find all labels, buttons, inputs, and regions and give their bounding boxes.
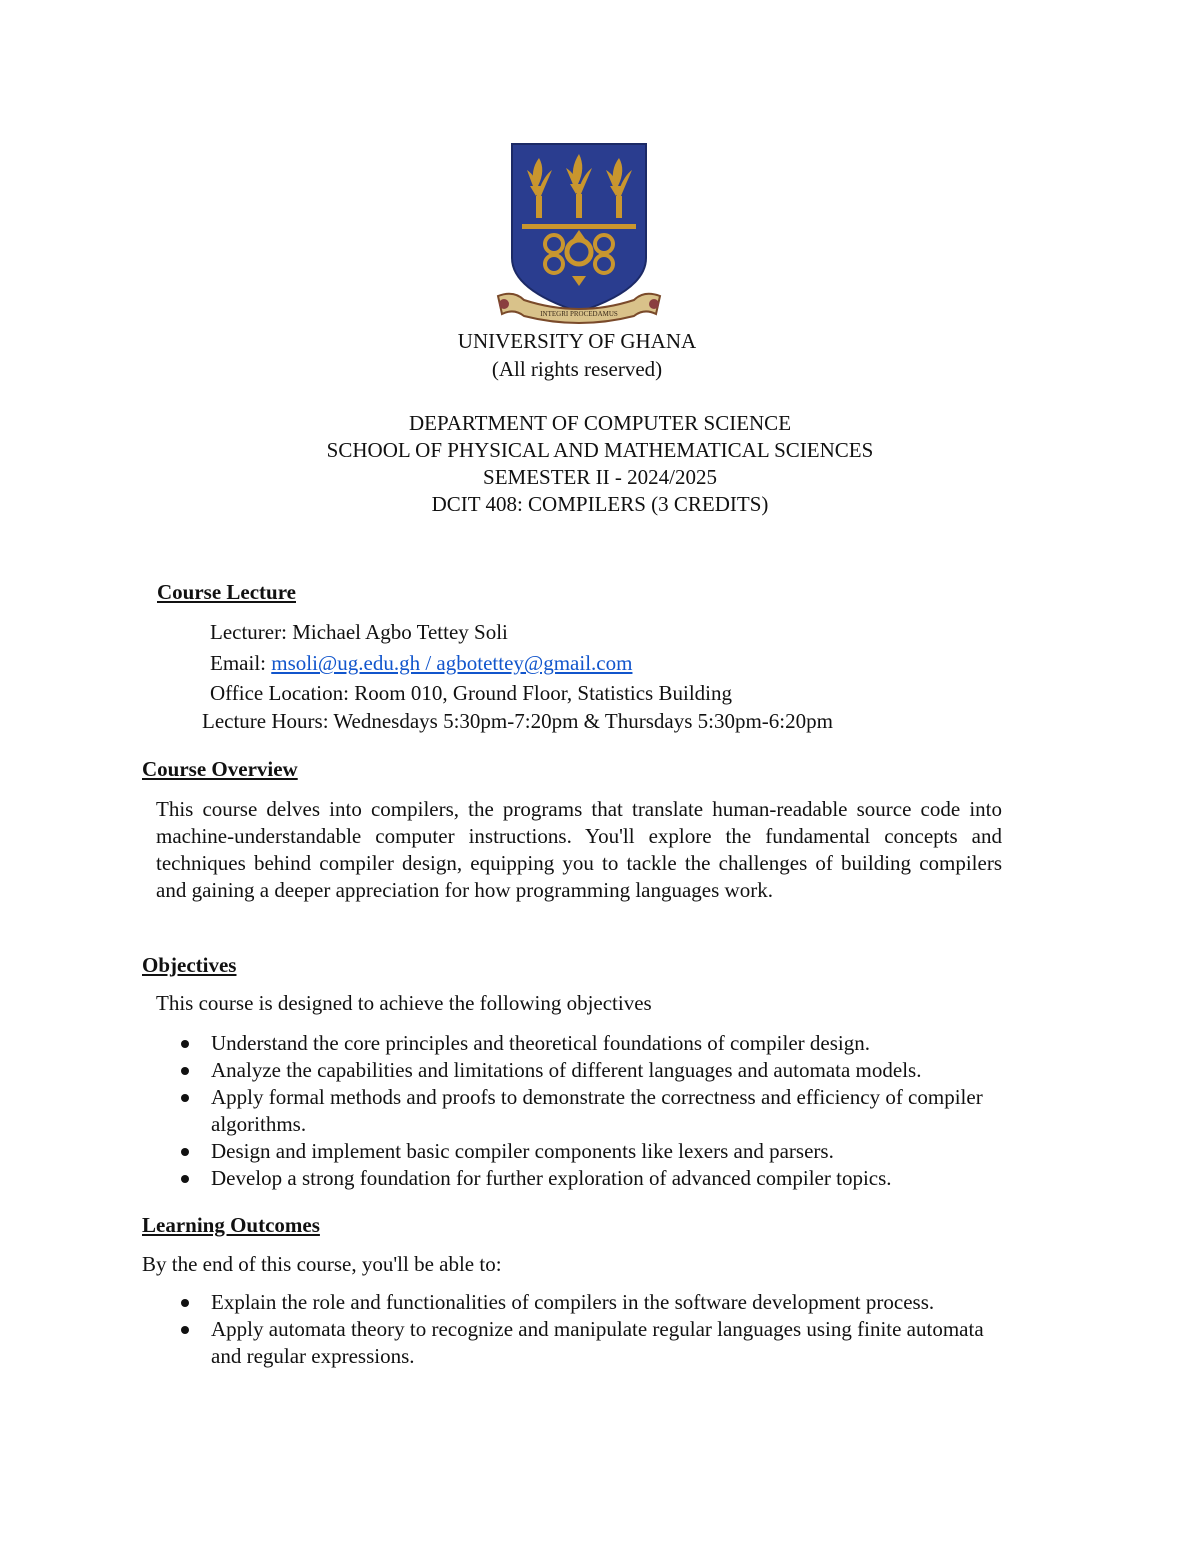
list-item: Explain the role and functionalities of compilers in the software development process. xyxy=(155,1289,990,1316)
course-header xyxy=(0,410,1200,518)
list-item: Apply automata theory to recognize and manipulate regular languages using finite automata and regular expressions. xyxy=(155,1316,990,1370)
lecturer-name: Lecturer: Michael Agbo Tettey Soli xyxy=(210,620,508,644)
university-crest-logo xyxy=(494,140,664,330)
list-item: Understand the core principles and theoretical foundations of compiler design. xyxy=(155,1030,1015,1057)
objectives-heading: Objectives xyxy=(142,953,237,977)
email-link[interactable]: msoli@ug.edu.gh / agbotettey@gmail.com xyxy=(271,651,633,675)
semester: SEMESTER II - 2024/2025 xyxy=(483,465,717,489)
objectives-intro: This course is designed to achieve the following objectives xyxy=(156,991,652,1015)
course-title: DCIT 408: COMPILERS (3 CREDITS) xyxy=(431,492,769,516)
learning-outcomes-heading: Learning Outcomes xyxy=(142,1213,320,1237)
list-item: Analyze the capabilities and limitations of different languages and automata models. xyxy=(155,1057,1015,1084)
university-name: UNIVERSITY OF GHANA xyxy=(457,329,697,353)
objectives-list xyxy=(155,1030,1015,1192)
learning-outcomes-list xyxy=(155,1289,990,1370)
list-item: Design and implement basic compiler components like lexers and parsers. xyxy=(155,1138,1015,1165)
email-row xyxy=(210,651,632,676)
list-item: Develop a strong foundation for further exploration of advanced compiler topics. xyxy=(155,1165,1015,1192)
email-label: Email: xyxy=(210,651,272,675)
department-name: DEPARTMENT OF COMPUTER SCIENCE xyxy=(408,411,792,435)
svg-text:INTEGRI PROCEDAMUS: INTEGRI PROCEDAMUS xyxy=(540,310,618,318)
lecture-hours: Lecture Hours: Wednesdays 5:30pm-7:20pm & Thursdays 5:30pm-6:20pm xyxy=(202,709,833,733)
course-lecture-heading: Course Lecture xyxy=(157,580,296,604)
list-item: Apply formal methods and proofs to demonstrate the correctness and efficiency of compiler algorithms. xyxy=(155,1084,1015,1138)
school-name: SCHOOL OF PHYSICAL AND MATHEMATICAL SCIENCES xyxy=(326,438,874,462)
learning-outcomes-intro: By the end of this course, you'll be able to: xyxy=(142,1252,502,1276)
rights-notice: (All rights reserved) xyxy=(491,357,663,381)
course-overview-text: This course delves into compilers, the programs that translate human-readable source code into machine-understandable computer instructions. You'll explore the fundamental concepts and techniques behind compiler design, equipping you to tackle the challenges of building compilers and gaining a deeper appreciation for how programming languages work. xyxy=(156,797,1002,902)
office-location: Office Location: Room 010, Ground Floor, Statistics Building xyxy=(210,681,732,705)
course-overview-heading: Course Overview xyxy=(142,757,298,781)
